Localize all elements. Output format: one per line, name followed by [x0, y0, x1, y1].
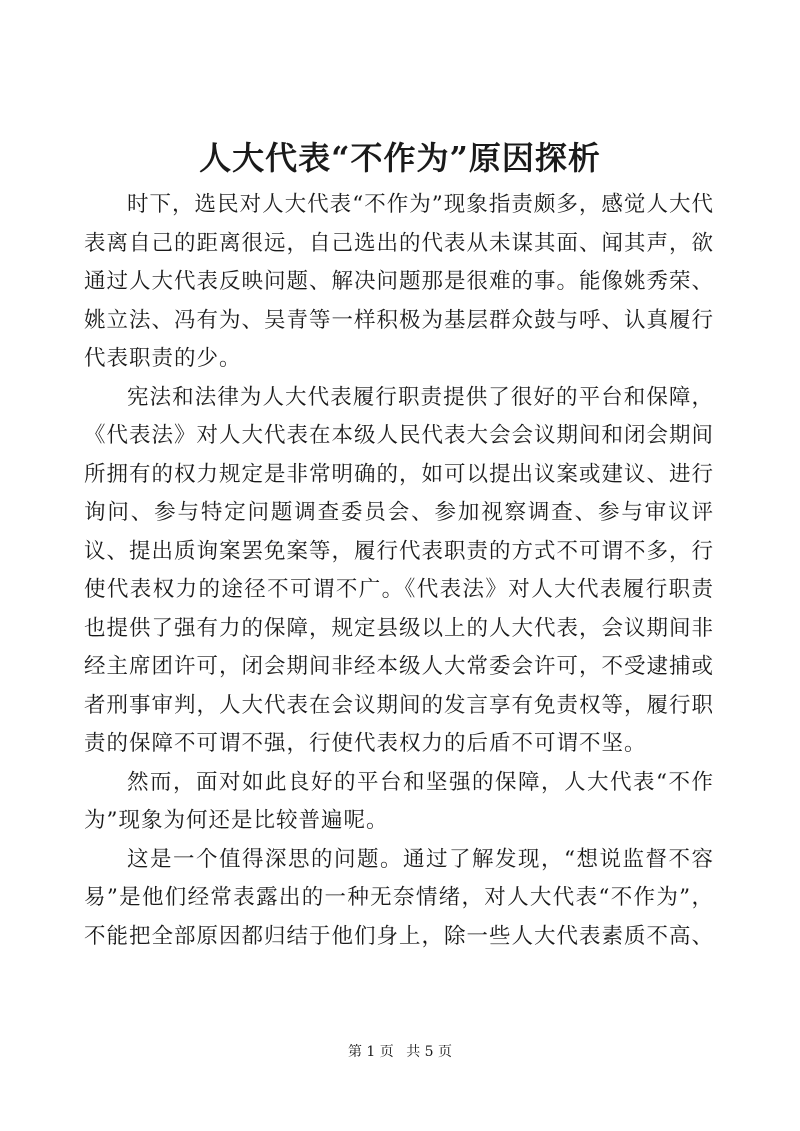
- document-title: 人大代表“不作为”原因探析: [199, 139, 601, 177]
- page-total: 共 5 页: [406, 1044, 453, 1060]
- page-footer: [0, 1042, 800, 1062]
- document-body: [84, 186, 714, 956]
- paragraph-4: 这是一个值得深思的问题。通过了解发现，“想说监督不容易”是他们经常表露出的一种无奈情绪，对人大代表“不作为”，不能把全部原因都归结于他们身上，除一些人大代表素质不高、: [84, 846, 715, 949]
- page-number: 第 1 页: [347, 1044, 394, 1060]
- paragraph-3: 然而，面对如此良好的平台和坚强的保障，人大代表“不作为”现象为何还是比较普遍呢。: [84, 769, 714, 833]
- paragraph-2: 宪法和法律为人大代表履行职责提供了很好的平台和保障，《代表法》对人大代表在本级人民代表大会会议期间和闭会期间所拥有的权力规定是非常明确的，如可以提出议案或建议、进行询问、参与特定问题调查委员会、参加视察调查、参与审议评议、提出质询案罢免案等，履行代表职责的方式不可谓不多，行使代表权力的途径不可谓不广。《代表法》对人大代表履行职责也提供了强有力的保障，规定县级以上的人大代表，会议期间非经主席团许可，闭会期间非经本级人大常委会许可，不受逮捕或者刑事审判，人大代表在会议期间的发言享有免责权等，履行职责的保障不可谓不强，行使代表权力的后盾不可谓不坚。: [84, 384, 715, 756]
- paragraph-1: 时下，选民对人大代表“不作为”现象指责颇多，感觉人大代表离自己的距离很远，自己选出的代表从未谋其面、闻其声，欲通过人大代表反映问题、解决问题那是很难的事。能像姚秀荣、姚立法、冯有为、吴青等一样积极为基层群众鼓与呼、认真履行代表职责的少。: [84, 192, 715, 371]
